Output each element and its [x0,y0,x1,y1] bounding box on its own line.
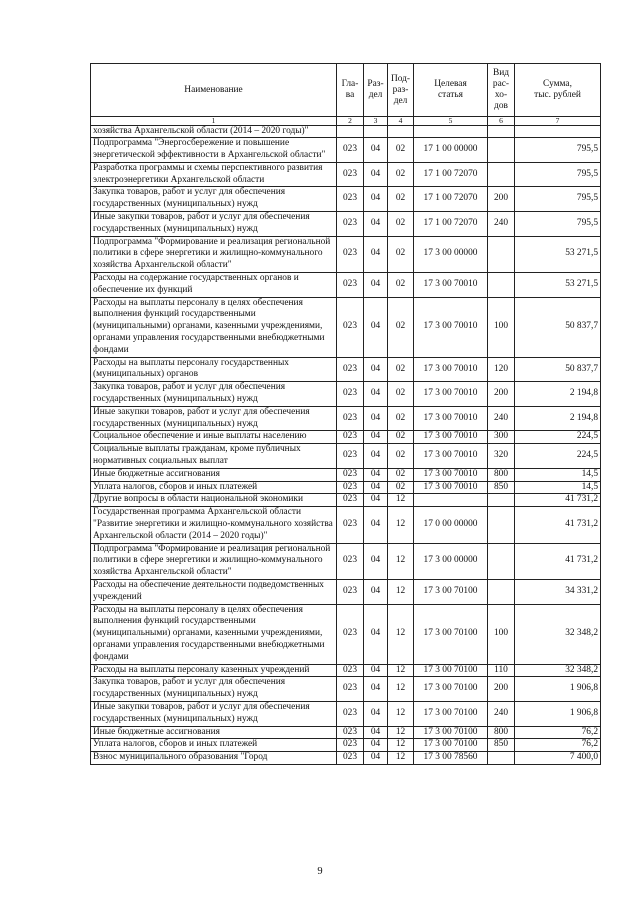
column-index: 5 [414,117,488,126]
cell-glava: 023 [337,444,364,469]
cell-podrazdel: 02 [388,273,414,298]
cell-razdel: 04 [364,357,388,382]
table-row [91,162,601,187]
cell-name: Иные закупки товаров, работ и услуг для обеспечения государственных (муниципальных) нужд [91,406,337,431]
cell-sum: 41 731,2 [515,494,601,507]
table-row [91,297,601,357]
cell-podrazdel: 02 [388,357,414,382]
table-row [91,677,601,702]
column-index-row [91,117,601,126]
cell-sum [515,125,601,138]
cell-podrazdel: 02 [388,382,414,407]
cell-vid: 800 [488,726,515,739]
table-row [91,726,601,739]
table-row [91,664,601,677]
cell-target: 17 3 00 70100 [414,579,488,604]
cell-razdel: 04 [364,739,388,752]
cell-glava: 023 [337,481,364,494]
cell-name: Закупка товаров, работ и услуг для обеспечения государственных (муниципальных) нужд [91,382,337,407]
cell-podrazdel: 12 [388,726,414,739]
cell-podrazdel: 02 [388,431,414,444]
cell-target: 17 0 00 00000 [414,507,488,543]
cell-sum: 795,5 [515,138,601,163]
table-header-row [91,64,601,117]
cell-glava: 023 [337,297,364,357]
cell-name: Социальные выплаты гражданам, кроме публичных нормативных социальных выплат [91,444,337,469]
table-row [91,579,601,604]
table-row [91,357,601,382]
cell-sum: 224,5 [515,431,601,444]
cell-vid: 850 [488,739,515,752]
cell-vid [488,125,515,138]
table-row [91,701,601,726]
cell-podrazdel: 12 [388,739,414,752]
cell-podrazdel: 02 [388,138,414,163]
cell-podrazdel: 02 [388,406,414,431]
page-number: 9 [317,866,323,877]
cell-sum: 1 906,8 [515,701,601,726]
cell-razdel: 04 [364,468,388,481]
cell-sum: 14,5 [515,481,601,494]
column-index: 1 [91,117,337,126]
cell-glava: 023 [337,543,364,579]
cell-glava: 023 [337,507,364,543]
cell-razdel: 04 [364,579,388,604]
cell-razdel: 04 [364,273,388,298]
cell-razdel [364,125,388,138]
cell-name: Иные бюджетные ассигнования [91,468,337,481]
cell-name: Взнос муниципального образования "Город [91,752,337,765]
cell-name: хозяйства Архангельской области (2014 – 2020 годы)" [91,125,337,138]
cell-glava: 023 [337,739,364,752]
cell-sum: 795,5 [515,212,601,237]
cell-podrazdel: 02 [388,212,414,237]
cell-vid: 240 [488,212,515,237]
cell-name: Иные бюджетные ассигнования [91,726,337,739]
cell-glava: 023 [337,664,364,677]
cell-target: 17 3 00 00000 [414,236,488,272]
cell-sum: 14,5 [515,468,601,481]
cell-target [414,125,488,138]
cell-glava: 023 [337,726,364,739]
cell-sum: 34 331,2 [515,579,601,604]
cell-glava: 023 [337,494,364,507]
cell-vid: 200 [488,382,515,407]
header-podrazdel: Под- раз- дел [388,64,414,117]
cell-sum: 76,2 [515,739,601,752]
table-row [91,444,601,469]
cell-target: 17 3 00 70010 [414,382,488,407]
cell-glava: 023 [337,273,364,298]
cell-vid [488,579,515,604]
cell-name: Социальное обеспечение и иные выплаты населению [91,431,337,444]
cell-sum: 41 731,2 [515,507,601,543]
column-index: 2 [337,117,364,126]
cell-vid: 120 [488,357,515,382]
table-row [91,125,601,138]
cell-razdel: 04 [364,752,388,765]
cell-podrazdel: 02 [388,481,414,494]
cell-razdel: 04 [364,187,388,212]
table-row [91,752,601,765]
cell-name: Уплата налогов, сборов и иных платежей [91,739,337,752]
table-row [91,431,601,444]
cell-vid: 850 [488,481,515,494]
cell-podrazdel: 02 [388,444,414,469]
cell-name: Закупка товаров, работ и услуг для обеспечения государственных (муниципальных) нужд [91,677,337,702]
cell-sum: 7 400,0 [515,752,601,765]
cell-podrazdel [388,125,414,138]
cell-glava: 023 [337,431,364,444]
cell-podrazdel: 02 [388,236,414,272]
cell-glava: 023 [337,604,364,664]
cell-razdel: 04 [364,543,388,579]
cell-razdel: 04 [364,236,388,272]
cell-sum: 32 348,2 [515,604,601,664]
cell-razdel: 04 [364,431,388,444]
cell-glava: 023 [337,187,364,212]
cell-target: 17 1 00 72070 [414,212,488,237]
cell-target: 17 1 00 72070 [414,162,488,187]
table-row [91,604,601,664]
table-body [91,125,601,764]
cell-glava: 023 [337,138,364,163]
cell-glava: 023 [337,236,364,272]
table-row [91,739,601,752]
header-target: Целевая статья [414,64,488,117]
table-row [91,468,601,481]
cell-target: 17 3 00 70100 [414,604,488,664]
cell-target: 17 3 00 70100 [414,677,488,702]
header-glava: Гла- ва [337,64,364,117]
cell-razdel: 04 [364,701,388,726]
cell-target: 17 1 00 00000 [414,138,488,163]
cell-target: 17 3 00 70010 [414,444,488,469]
cell-razdel: 04 [364,494,388,507]
cell-target: 17 3 00 70100 [414,701,488,726]
cell-razdel: 04 [364,212,388,237]
cell-vid: 320 [488,444,515,469]
cell-vid: 240 [488,701,515,726]
table-row [91,187,601,212]
table-row [91,481,601,494]
cell-glava: 023 [337,752,364,765]
cell-glava: 023 [337,579,364,604]
cell-name: Расходы на выплаты персоналу казенных учреждений [91,664,337,677]
cell-sum: 32 348,2 [515,664,601,677]
cell-name: Разработка программы и схемы перспективного развития электроэнергетики Архангельской области [91,162,337,187]
column-index: 4 [388,117,414,126]
header-vid: Вид рас- хо- дов [488,64,515,117]
cell-podrazdel: 02 [388,162,414,187]
cell-razdel: 04 [364,481,388,494]
table-row [91,507,601,543]
cell-vid: 100 [488,604,515,664]
cell-razdel: 04 [364,604,388,664]
cell-glava: 023 [337,701,364,726]
cell-vid: 200 [488,677,515,702]
cell-name: Другие вопросы в области национальной экономики [91,494,337,507]
cell-name: Уплата налогов, сборов и иных платежей [91,481,337,494]
cell-name: Расходы на выплаты персоналу в целях обеспечения выполнения функций государственными (муниципальными) органами, казенными учреждениями, органами управления государственными внебюджетными фондами [91,297,337,357]
cell-sum: 1 906,8 [515,677,601,702]
cell-target [414,494,488,507]
cell-vid: 800 [488,468,515,481]
header-name: Наименование [91,64,337,117]
header-sum: Сумма, тыс. рублей [515,64,601,117]
column-index: 6 [488,117,515,126]
cell-target: 17 3 00 70010 [414,431,488,444]
cell-glava: 023 [337,162,364,187]
cell-glava: 023 [337,677,364,702]
cell-vid [488,162,515,187]
cell-target: 17 1 00 72070 [414,187,488,212]
table-row [91,382,601,407]
cell-vid [488,543,515,579]
cell-vid [488,273,515,298]
cell-sum: 2 194,8 [515,406,601,431]
cell-podrazdel: 12 [388,579,414,604]
cell-target: 17 3 00 70100 [414,664,488,677]
cell-glava: 023 [337,382,364,407]
cell-glava: 023 [337,357,364,382]
cell-podrazdel: 12 [388,752,414,765]
cell-vid [488,752,515,765]
column-index: 3 [364,117,388,126]
cell-target: 17 3 00 70010 [414,406,488,431]
header-razdel: Раз- дел [364,64,388,117]
cell-target: 17 3 00 00000 [414,543,488,579]
cell-sum: 76,2 [515,726,601,739]
cell-target: 17 3 00 70100 [414,726,488,739]
cell-podrazdel: 12 [388,604,414,664]
table-row [91,138,601,163]
cell-glava: 023 [337,468,364,481]
cell-razdel: 04 [364,138,388,163]
cell-razdel: 04 [364,444,388,469]
cell-name: Подпрограмма "Формирование и реализация региональной политики в сфере энергетики и жилищно-коммунального хозяйства Архангельской области" [91,543,337,579]
cell-name: Иные закупки товаров, работ и услуг для обеспечения государственных (муниципальных) нужд [91,212,337,237]
table-row [91,273,601,298]
cell-sum: 795,5 [515,162,601,187]
cell-razdel: 04 [364,162,388,187]
cell-sum: 50 837,7 [515,357,601,382]
cell-podrazdel: 02 [388,468,414,481]
cell-podrazdel: 12 [388,701,414,726]
cell-razdel: 04 [364,507,388,543]
cell-sum: 2 194,8 [515,382,601,407]
cell-vid [488,494,515,507]
cell-sum: 41 731,2 [515,543,601,579]
cell-glava: 023 [337,212,364,237]
cell-target: 17 3 00 70010 [414,357,488,382]
cell-target: 17 3 00 70010 [414,468,488,481]
cell-name: Государственная программа Архангельской области "Развитие энергетики и жилищно-коммунального хозяйства Архангельской области (2014 – 2020 годы)" [91,507,337,543]
table-row [91,543,601,579]
cell-name: Расходы на обеспечение деятельности подведомственных учреждений [91,579,337,604]
cell-vid [488,507,515,543]
cell-podrazdel: 02 [388,187,414,212]
cell-podrazdel: 12 [388,677,414,702]
cell-name: Расходы на выплаты персоналу государственных (муниципальных) органов [91,357,337,382]
table-row [91,406,601,431]
cell-sum: 50 837,7 [515,297,601,357]
cell-name: Расходы на выплаты персоналу в целях обеспечения выполнения функций государственными (муниципальными) органами, казенными учреждениями, органами управления государственными внебюджетными фондами [91,604,337,664]
cell-razdel: 04 [364,664,388,677]
cell-sum: 795,5 [515,187,601,212]
cell-name: Подпрограмма "Формирование и реализация региональной политики в сфере энергетики и жилищно-коммунального хозяйства Архангельской области" [91,236,337,272]
cell-podrazdel: 02 [388,297,414,357]
cell-vid: 300 [488,431,515,444]
cell-vid [488,138,515,163]
cell-name: Подпрограмма "Энергосбережение и повышение энергетической эффективности в Архангельской области" [91,138,337,163]
cell-name: Расходы на содержание государственных органов и обеспечение их функций [91,273,337,298]
cell-podrazdel: 12 [388,507,414,543]
cell-razdel: 04 [364,677,388,702]
cell-razdel: 04 [364,382,388,407]
cell-podrazdel: 12 [388,494,414,507]
cell-name: Иные закупки товаров, работ и услуг для обеспечения государственных (муниципальных) нужд [91,701,337,726]
cell-target: 17 3 00 70010 [414,481,488,494]
cell-vid: 240 [488,406,515,431]
cell-sum: 224,5 [515,444,601,469]
table-row [91,212,601,237]
cell-target: 17 3 00 70100 [414,739,488,752]
cell-vid: 100 [488,297,515,357]
table-row [91,494,601,507]
budget-table [90,63,601,765]
cell-name: Закупка товаров, работ и услуг для обеспечения государственных (муниципальных) нужд [91,187,337,212]
cell-sum: 53 271,5 [515,273,601,298]
cell-vid: 200 [488,187,515,212]
cell-vid: 110 [488,664,515,677]
cell-target: 17 3 00 78560 [414,752,488,765]
table-row [91,236,601,272]
cell-podrazdel: 12 [388,543,414,579]
cell-razdel: 04 [364,726,388,739]
cell-sum: 53 271,5 [515,236,601,272]
cell-target: 17 3 00 70010 [414,273,488,298]
cell-podrazdel: 12 [388,664,414,677]
cell-razdel: 04 [364,297,388,357]
cell-razdel: 04 [364,406,388,431]
cell-glava: 023 [337,406,364,431]
cell-glava [337,125,364,138]
cell-vid [488,236,515,272]
column-index: 7 [515,117,601,126]
cell-target: 17 3 00 70010 [414,297,488,357]
